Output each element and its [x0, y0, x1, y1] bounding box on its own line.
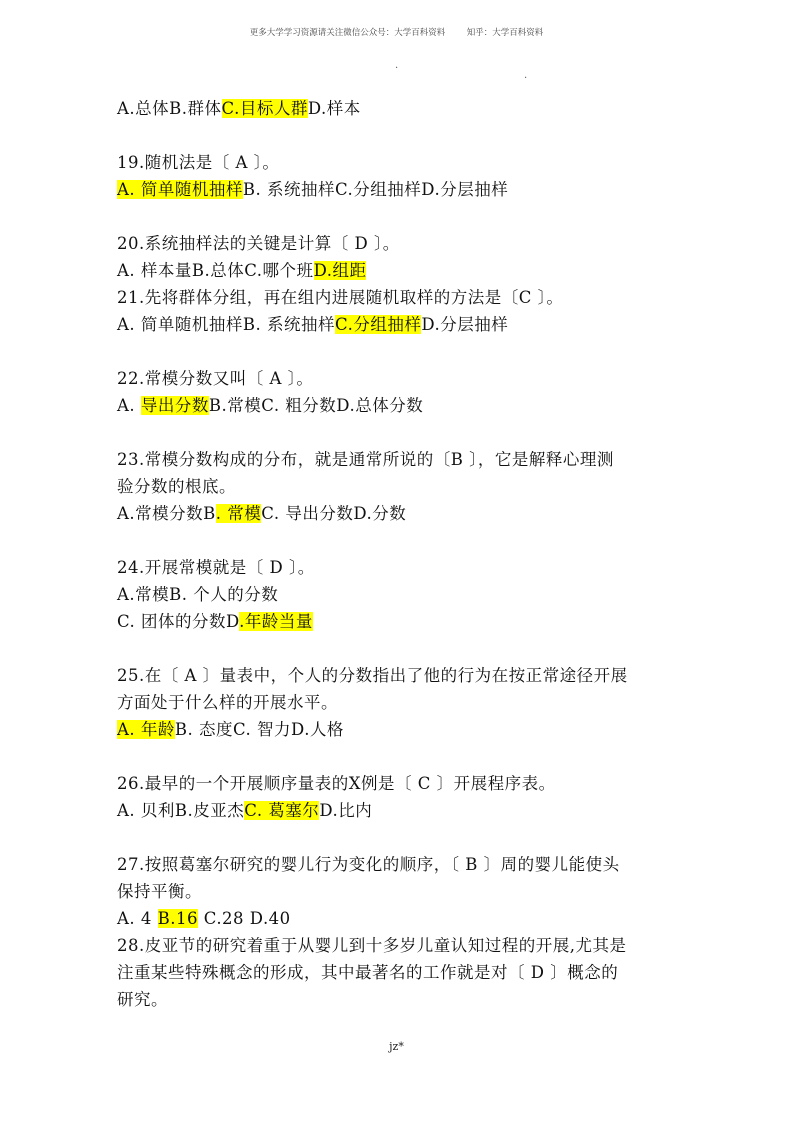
text-segment: A. 样本量B.总体C.哪个班 [117, 261, 314, 280]
blank-line [117, 338, 687, 365]
highlighted-answer: B.16 [157, 909, 199, 928]
text-segment: 26.最早的一个开展顺序量表的X例是〔 C 〕开展程序表。 [117, 774, 556, 793]
blank-line [117, 743, 687, 770]
text-segment: D.分层抽样 [421, 315, 509, 334]
page-marks [0, 60, 793, 80]
text-segment: 25.在〔 A 〕量表中，个人的分数指出了他的行为在按正常途径开展 [117, 666, 628, 685]
text-line [117, 365, 687, 392]
text-line [117, 284, 687, 311]
text-line [117, 932, 687, 959]
blank-line [117, 419, 687, 446]
highlighted-answer: A. 年龄 [117, 720, 175, 739]
text-line [117, 554, 687, 581]
text-segment: 20.系统抽样法的关键是计算〔 D 〕。 [117, 234, 400, 253]
mark-right: . [524, 70, 528, 81]
text-segment: 27.按照葛塞尔研究的婴儿行为变化的顺序，〔 B 〕周的婴儿能使头 [117, 855, 620, 874]
text-line [117, 500, 687, 527]
text-segment: 注重某些特殊概念的形成，其中最著名的工作就是对〔 D 〕概念的 [117, 963, 619, 982]
text-line [117, 878, 687, 905]
blank-line [117, 824, 687, 851]
page-header: 更多大学学习资源请关注微信公众号：大学百科资料 知乎：大学百科资料 [249, 28, 544, 38]
highlighted-answer: 导出分数 [140, 396, 209, 415]
text-segment: A. 简单随机抽样B. 系统抽样 [117, 315, 336, 334]
highlighted-answer: C.目标人群 [221, 99, 308, 118]
text-segment: 22.常模分数又叫〔 A 〕。 [117, 369, 314, 388]
text-line [117, 716, 687, 743]
text-line [117, 797, 687, 824]
text-line [117, 770, 687, 797]
text-line [117, 311, 687, 338]
text-line [117, 392, 687, 419]
highlighted-answer: A. 简单随机抽样 [117, 180, 243, 199]
text-line [117, 851, 687, 878]
document-body [117, 95, 687, 1013]
text-segment: A.总体B.群体 [117, 99, 222, 118]
text-segment: A.常模B. 个人的分数 [117, 585, 279, 604]
text-segment: 研究。 [117, 990, 168, 1009]
highlighted-answer: C.分组抽样 [335, 315, 422, 334]
text-segment: C. 导出分数D.分数 [261, 504, 407, 523]
text-line [117, 959, 687, 986]
text-line [117, 905, 687, 932]
text-segment: B.常模C. 粗分数D.总体分数 [208, 396, 424, 415]
text-segment: C. 团体的分数D [117, 612, 240, 631]
text-line [117, 230, 687, 257]
highlighted-answer: C. 葛塞尔 [244, 801, 320, 820]
text-segment: 28.皮亚节的研究着重于从婴儿到十多岁儿童认知过程的开展,尤其是 [117, 936, 627, 955]
text-segment: 方面处于什么样的开展水平。 [117, 693, 338, 712]
text-line [117, 581, 687, 608]
text-segment: D.样本 [307, 99, 361, 118]
text-line [117, 689, 687, 716]
text-line [117, 149, 687, 176]
text-line [117, 95, 687, 122]
text-line [117, 608, 687, 635]
blank-line [117, 203, 687, 230]
text-segment: 21.先将群体分组，再在组内进展随机取样的方法是〔C 〕。 [117, 288, 564, 307]
text-segment: B. 态度C. 智力D.人格 [174, 720, 344, 739]
text-segment: 验分数的根底。 [117, 477, 236, 496]
text-line [117, 446, 687, 473]
highlighted-answer: .年龄当量 [239, 612, 313, 631]
mark-left: . [395, 60, 399, 71]
text-segment: A. [117, 396, 141, 415]
blank-line [117, 527, 687, 554]
highlighted-answer: D.组距 [313, 261, 367, 280]
page-footer: jz* [389, 1040, 404, 1053]
blank-line [117, 122, 687, 149]
text-segment: 23.常模分数构成的分布，就是通常所说的〔B 〕，它是解释心理测 [117, 450, 614, 469]
text-segment: 保持平衡。 [117, 882, 202, 901]
text-segment: B. 系统抽样C.分组抽样D.分层抽样 [242, 180, 509, 199]
text-segment: A. 4 [117, 909, 158, 928]
text-segment: C.28 D.40 [198, 909, 291, 928]
text-line [117, 176, 687, 203]
text-segment: A. 贝利B.皮亚杰 [117, 801, 245, 820]
text-segment: A.常模分数B [117, 504, 216, 523]
blank-line [117, 635, 687, 662]
text-segment: 24.开展常模就是〔 D 〕。 [117, 558, 315, 577]
text-line [117, 257, 687, 284]
highlighted-answer: . 常模 [215, 504, 262, 523]
text-line [117, 473, 687, 500]
text-segment: 19.随机法是〔 A 〕。 [117, 153, 280, 172]
text-line [117, 662, 687, 689]
text-line [117, 986, 687, 1013]
text-segment: D.比内 [319, 801, 373, 820]
